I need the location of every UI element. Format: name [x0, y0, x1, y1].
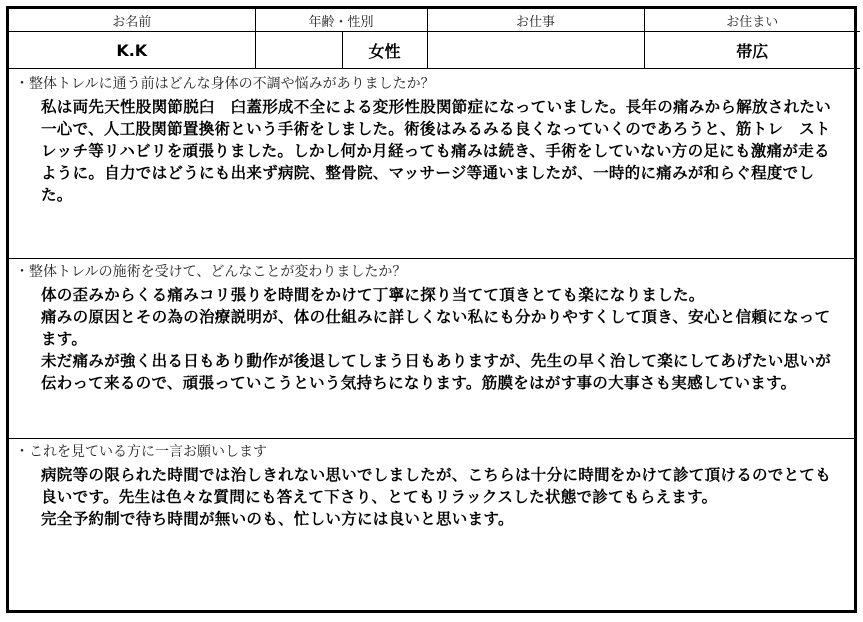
profile-table	[9, 9, 860, 69]
name-value: K.K	[9, 32, 255, 69]
section-answer	[9, 93, 854, 206]
answer-paragraph: 未だ痛みが強く出る日もあり動作が後退してしまう日もありますが、先生の早く治して楽にしてあげたい思いが伝わって来るので、頑張っていこうという気持ちになります。筋膜をはがす事の大事さも実感しています。	[41, 352, 832, 392]
survey-sheet	[6, 6, 857, 613]
section-question: ・整体トレルの施術を受けて、どんなことが変わりましたか？	[15, 264, 407, 280]
job-value	[427, 32, 644, 69]
name-label: お名前	[9, 9, 255, 32]
answer-paragraph: 病院等の限られた時間では治しきれない思いでしましたが、こちらは十分に時間をかけて診て頂けるのでとても良いです。先生は色々な質問にも答えて下さり、とてもリラックスした状態で診てもらえます。	[41, 466, 832, 506]
section-answer	[9, 461, 854, 530]
answer-paragraph: 私は両先天性股関節脱臼 臼蓋形成不全による変形性股関節症になっていました。長年の痛みから解放されたい一心で、人工股関節置換術という手術をしました。術後はみるみる良くなっていくのであろうと、筋トレ ストレッチ等リハビリを頑張りました。しかし何か月経っても痛みは続き、手術をしていない方の足にも激痛が走るように。自力ではどうにも出来ず病院、整骨院、マッサージ等通いましたが、一時的に痛みが和らぐ程度でした。	[41, 98, 832, 204]
age-value	[255, 32, 342, 69]
section-message	[9, 438, 854, 610]
residence-label: お住まい	[644, 9, 860, 32]
section-question: ・整体トレルに通う前はどんな身体の不調や悩みがありましたか？	[15, 76, 435, 92]
job-label: お仕事	[427, 9, 644, 32]
residence-value: 帯広	[644, 32, 860, 69]
section-before	[9, 71, 854, 258]
section-changes	[9, 258, 854, 438]
answer-paragraph: 完全予約制で待ち時間が無いのも、忙しい方には良いと思います。	[41, 510, 514, 528]
age-gender-label: 年齢・性別	[255, 9, 427, 32]
gender-value: 女性	[342, 32, 427, 69]
answer-paragraph: 体の歪みからくる痛みコリ張りを時間をかけて丁寧に探り当てて頂きとても楽になりました。	[41, 286, 705, 304]
section-question: ・これを見ている方に一言お願いします	[15, 444, 267, 460]
answer-paragraph: 痛みの原因とその為の治療説明が、体の仕組みに詳しくない私にも分かりやすくして頂き、安心と信頼になってます。	[41, 308, 831, 348]
section-answer	[9, 281, 854, 394]
